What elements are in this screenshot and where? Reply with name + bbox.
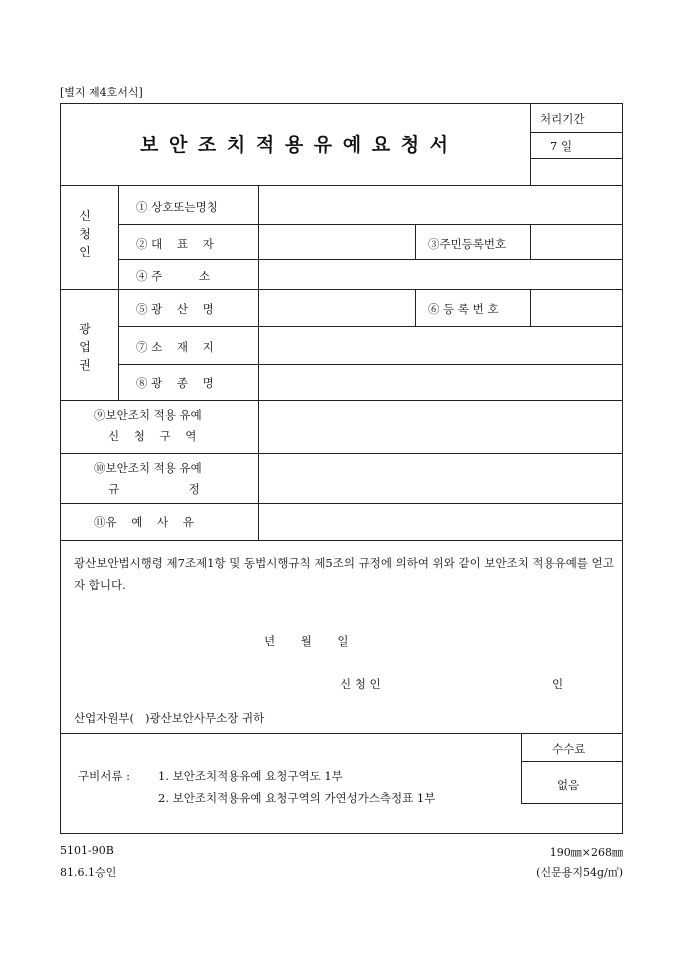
date-line: 년 월 일 bbox=[264, 634, 349, 648]
business-name-label: ① 상호또는명칭 bbox=[136, 200, 218, 214]
applicant-sign-field[interactable] bbox=[400, 670, 540, 692]
required-document-1: 1. 보안조치적용유예 요청구역도 1부 bbox=[158, 769, 343, 783]
application-statement: 광산보안법시행령 제7조제1항 및 동법시행규칙 제5조의 규정에 의하여 위와 같이 보안조치 적용유예를 얻고자 합니다. bbox=[74, 556, 614, 592]
deferral-regulation-label-line1: ⑩보안조치 적용 유예 bbox=[94, 461, 202, 475]
deferral-reason-label: ⑪유 예 사 유 bbox=[94, 515, 194, 529]
fee-value: 없음 bbox=[557, 778, 580, 792]
paper-type: (신문용지54g/㎡) bbox=[536, 866, 623, 879]
deferral-reason-field[interactable] bbox=[262, 506, 618, 537]
address-field[interactable] bbox=[262, 262, 618, 286]
required-document-2: 2. 보안조치적용유예 요청구역의 가연성가스측정표 1부 bbox=[158, 791, 436, 805]
form-code: 5101-90B bbox=[60, 844, 114, 857]
resident-number-label: ③주민등록번호 bbox=[428, 237, 507, 251]
form-title: 보 안 조 치 적 용 유 예 요 청 서 bbox=[139, 134, 451, 156]
paper-size: 190㎜×268㎜ bbox=[549, 846, 623, 859]
business-name-field[interactable] bbox=[262, 188, 618, 221]
mineral-type-field[interactable] bbox=[262, 367, 618, 397]
processing-period-label: 처리기간 bbox=[540, 112, 585, 126]
form-number: [별지 제4호서식] bbox=[60, 86, 143, 99]
processing-period-value: 7 일 bbox=[550, 139, 573, 153]
location-label: ⑦ 소 재 지 bbox=[136, 340, 214, 354]
approval-date: 81.6.1승인 bbox=[60, 866, 117, 879]
deferral-area-field[interactable] bbox=[262, 403, 618, 450]
deferral-regulation-label-line2: 규 정 bbox=[108, 482, 200, 496]
mine-name-label: ⑤ 광 산 명 bbox=[136, 302, 214, 316]
applicant-group-label: 신 청 인 bbox=[79, 209, 91, 259]
mine-name-field[interactable] bbox=[262, 292, 412, 323]
applicant-sign-label: 신 청 인 bbox=[340, 677, 381, 691]
registration-number-field[interactable] bbox=[534, 292, 619, 323]
registration-number-label: ⑥ 등 록 번 호 bbox=[428, 302, 499, 316]
deferral-area-label-line1: ⑨보안조치 적용 유예 bbox=[94, 408, 202, 422]
resident-number-field[interactable] bbox=[534, 227, 619, 256]
seal-mark: 인 bbox=[552, 677, 564, 691]
fee-label: 수수료 bbox=[552, 742, 586, 756]
location-field[interactable] bbox=[262, 329, 618, 361]
deferral-regulation-field[interactable] bbox=[262, 456, 618, 500]
mining-right-group-label: 광 업 권 bbox=[79, 322, 91, 372]
required-documents-label: 구비서류 : bbox=[78, 769, 130, 783]
deferral-area-label-line2: 신 청 구 역 bbox=[108, 429, 197, 443]
representative-label: ② 대 표 자 bbox=[136, 237, 214, 251]
addressee: 산업자원부( )광산보안사무소장 귀하 bbox=[74, 711, 265, 725]
mineral-type-label: ⑧ 광 종 명 bbox=[136, 376, 214, 390]
representative-field[interactable] bbox=[262, 227, 412, 256]
address-label: ④ 주 소 bbox=[136, 269, 210, 283]
